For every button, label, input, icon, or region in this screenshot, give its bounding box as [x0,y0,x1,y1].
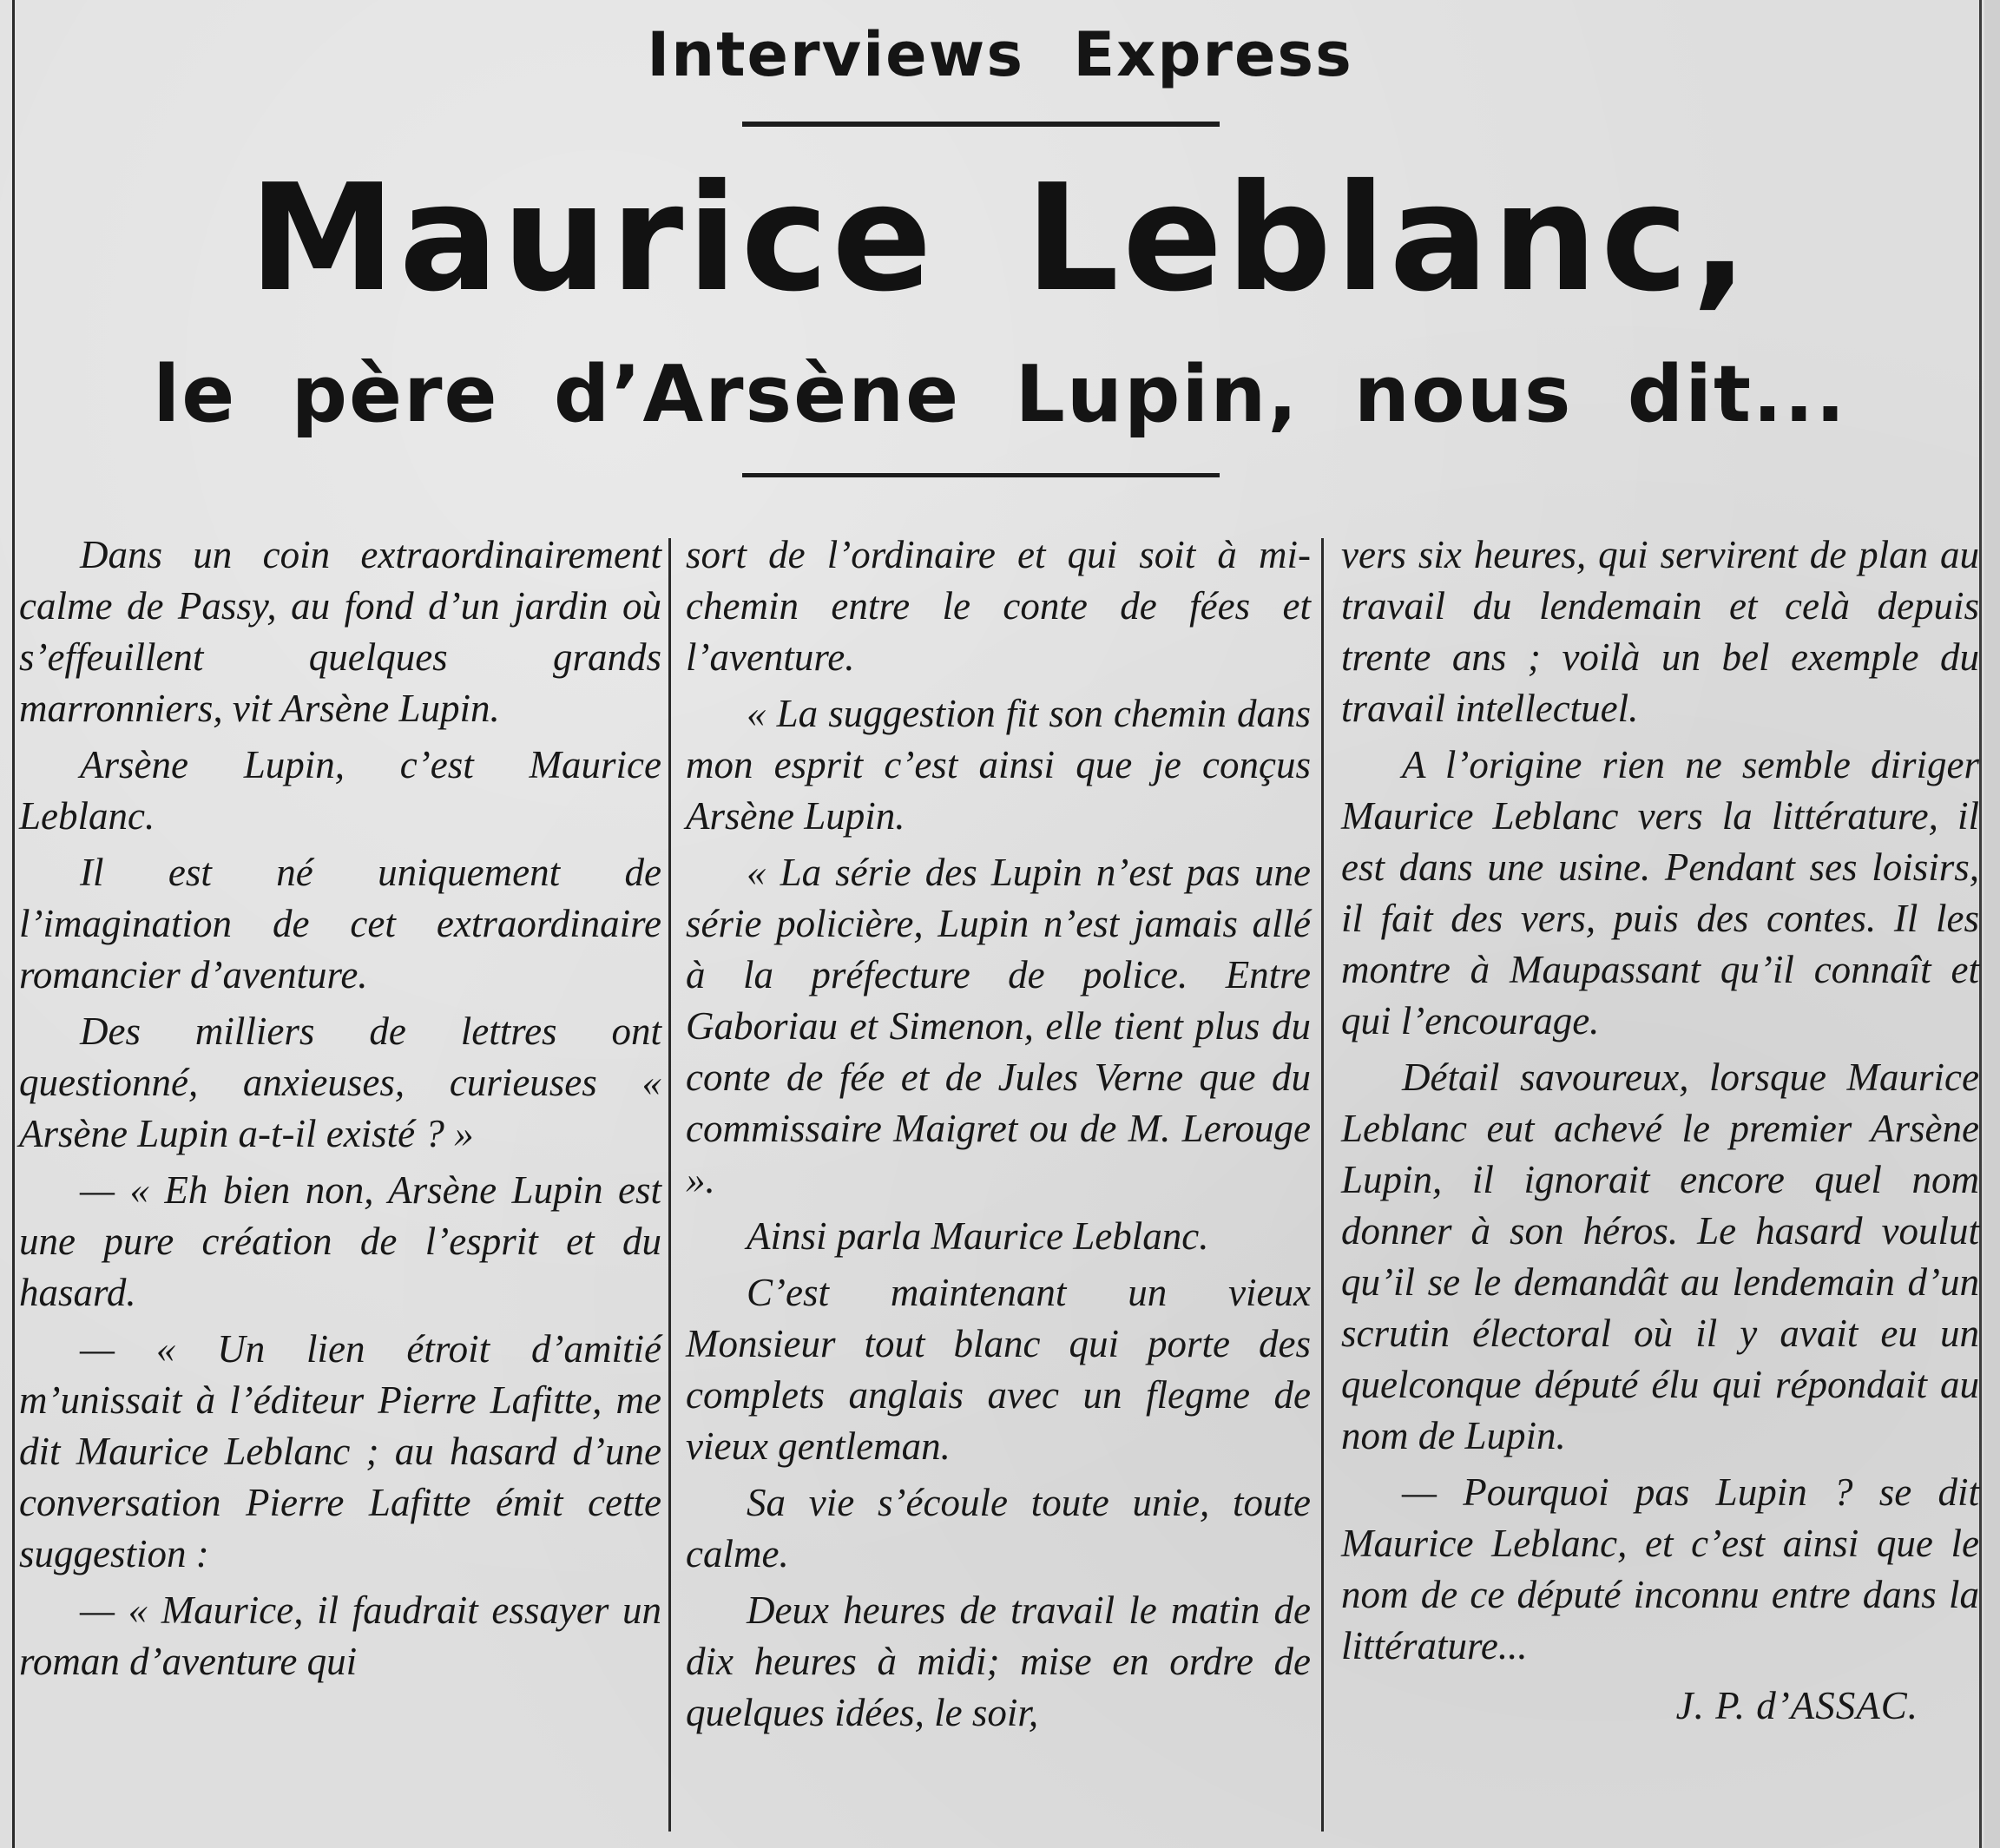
article-column-1 [19,529,661,1693]
paragraph: sort de l’ordinaire et qui soit à mi-chemin entre le conte de fées et l’aventure. [686,533,1311,679]
paragraph: « La suggestion fit son chemin dans mon esprit c’est ainsi que je conçus Arsène Lupin. [686,692,1311,838]
paragraph: Des milliers de lettres ont questionné, anxieuses, curieuses « Arsène Lupin a-t-il existé ? » [19,1009,661,1155]
paragraph: — « Un lien étroit d’amitié m’unissait à l’éditeur Pierre Lafitte, me dit Maurice Leblanc ; au hasard d’une conversation Pierre Lafitte émit cette suggestion : [19,1327,661,1575]
column-divider [668,538,671,1832]
headline: Maurice Leblanc, [248,153,1752,325]
paragraph: A l’origine rien ne semble diriger Maurice Leblanc vers la littérature, il est dans une usine. Pendant ses loisirs, il fait des vers, puis des contes. Il les montre à Maupassant qu’il connaît et qui l’encourage. [1341,743,1979,1042]
column-divider [1321,538,1324,1832]
section-kicker: Interviews Express [647,19,1353,90]
subheadline: le père d’Arsène Lupin, nous dit... [153,349,1847,440]
paragraph: Détail savoureux, lorsque Maurice Leblanc eut achevé le premier Arsène Lupin, il ignorait encore quel nom donner à son héros. Le hasard voulut qu’il se le demandât au lendemain d’un scrutin électoral où il y avait eu un quelconque député élu qui répondait au nom de Lupin. [1341,1056,1979,1457]
paragraph: C’est maintenant un vieux Monsieur tout blanc qui porte des complets anglais avec un flegme de vieux gentleman. [686,1271,1311,1468]
paragraph: Dans un coin extraordinairement calme de Passy, au fond d’un jardin où s’effeuillent quelques grands marronniers, vit Arsène Lupin. [19,533,661,730]
paragraph: Deux heures de travail le matin de dix heures à midi; mise en ordre de quelques idées, le soir, [686,1588,1311,1734]
author-signature: J. P. d’ASSAC. [1675,1684,1918,1727]
paragraph: Il est né uniquement de l’imagination de cet extraordinaire romancier d’aventure. [19,851,661,996]
article-column-2 [686,529,1311,1744]
article-column-3 [1341,529,1979,1737]
headline-underline [742,473,1220,477]
paragraph: « La série des Lupin n’est pas une série policière, Lupin n’est jamais allé à la préfecture de police. Entre Gaboriau et Simenon, elle tient plus du conte de fée et de Jules Verne que du commissaire Maigret ou de M. Lerouge ». [686,851,1311,1201]
paragraph: vers six heures, qui servirent de plan au travail du lendemain et celà depuis trente ans ; voilà un bel exemple du travail intellectuel. [1341,533,1979,730]
paragraph: — Pourquoi pas Lupin ? se dit Maurice Leblanc, et c’est ainsi que le nom de ce député inconnu entre dans la littérature... [1341,1470,1979,1667]
paragraph: Sa vie s’écoule toute unie, toute calme. [686,1481,1311,1575]
kicker-underline [742,122,1220,127]
paragraph: Ainsi parla Maurice Leblanc. [747,1214,1209,1258]
paragraph: Arsène Lupin, c’est Maurice Leblanc. [19,743,661,838]
paragraph: — « Eh bien non, Arsène Lupin est une pure création de l’esprit et du hasard. [19,1168,661,1314]
paragraph: — « Maurice, il faudrait essayer un roman d’aventure qui [19,1588,661,1683]
